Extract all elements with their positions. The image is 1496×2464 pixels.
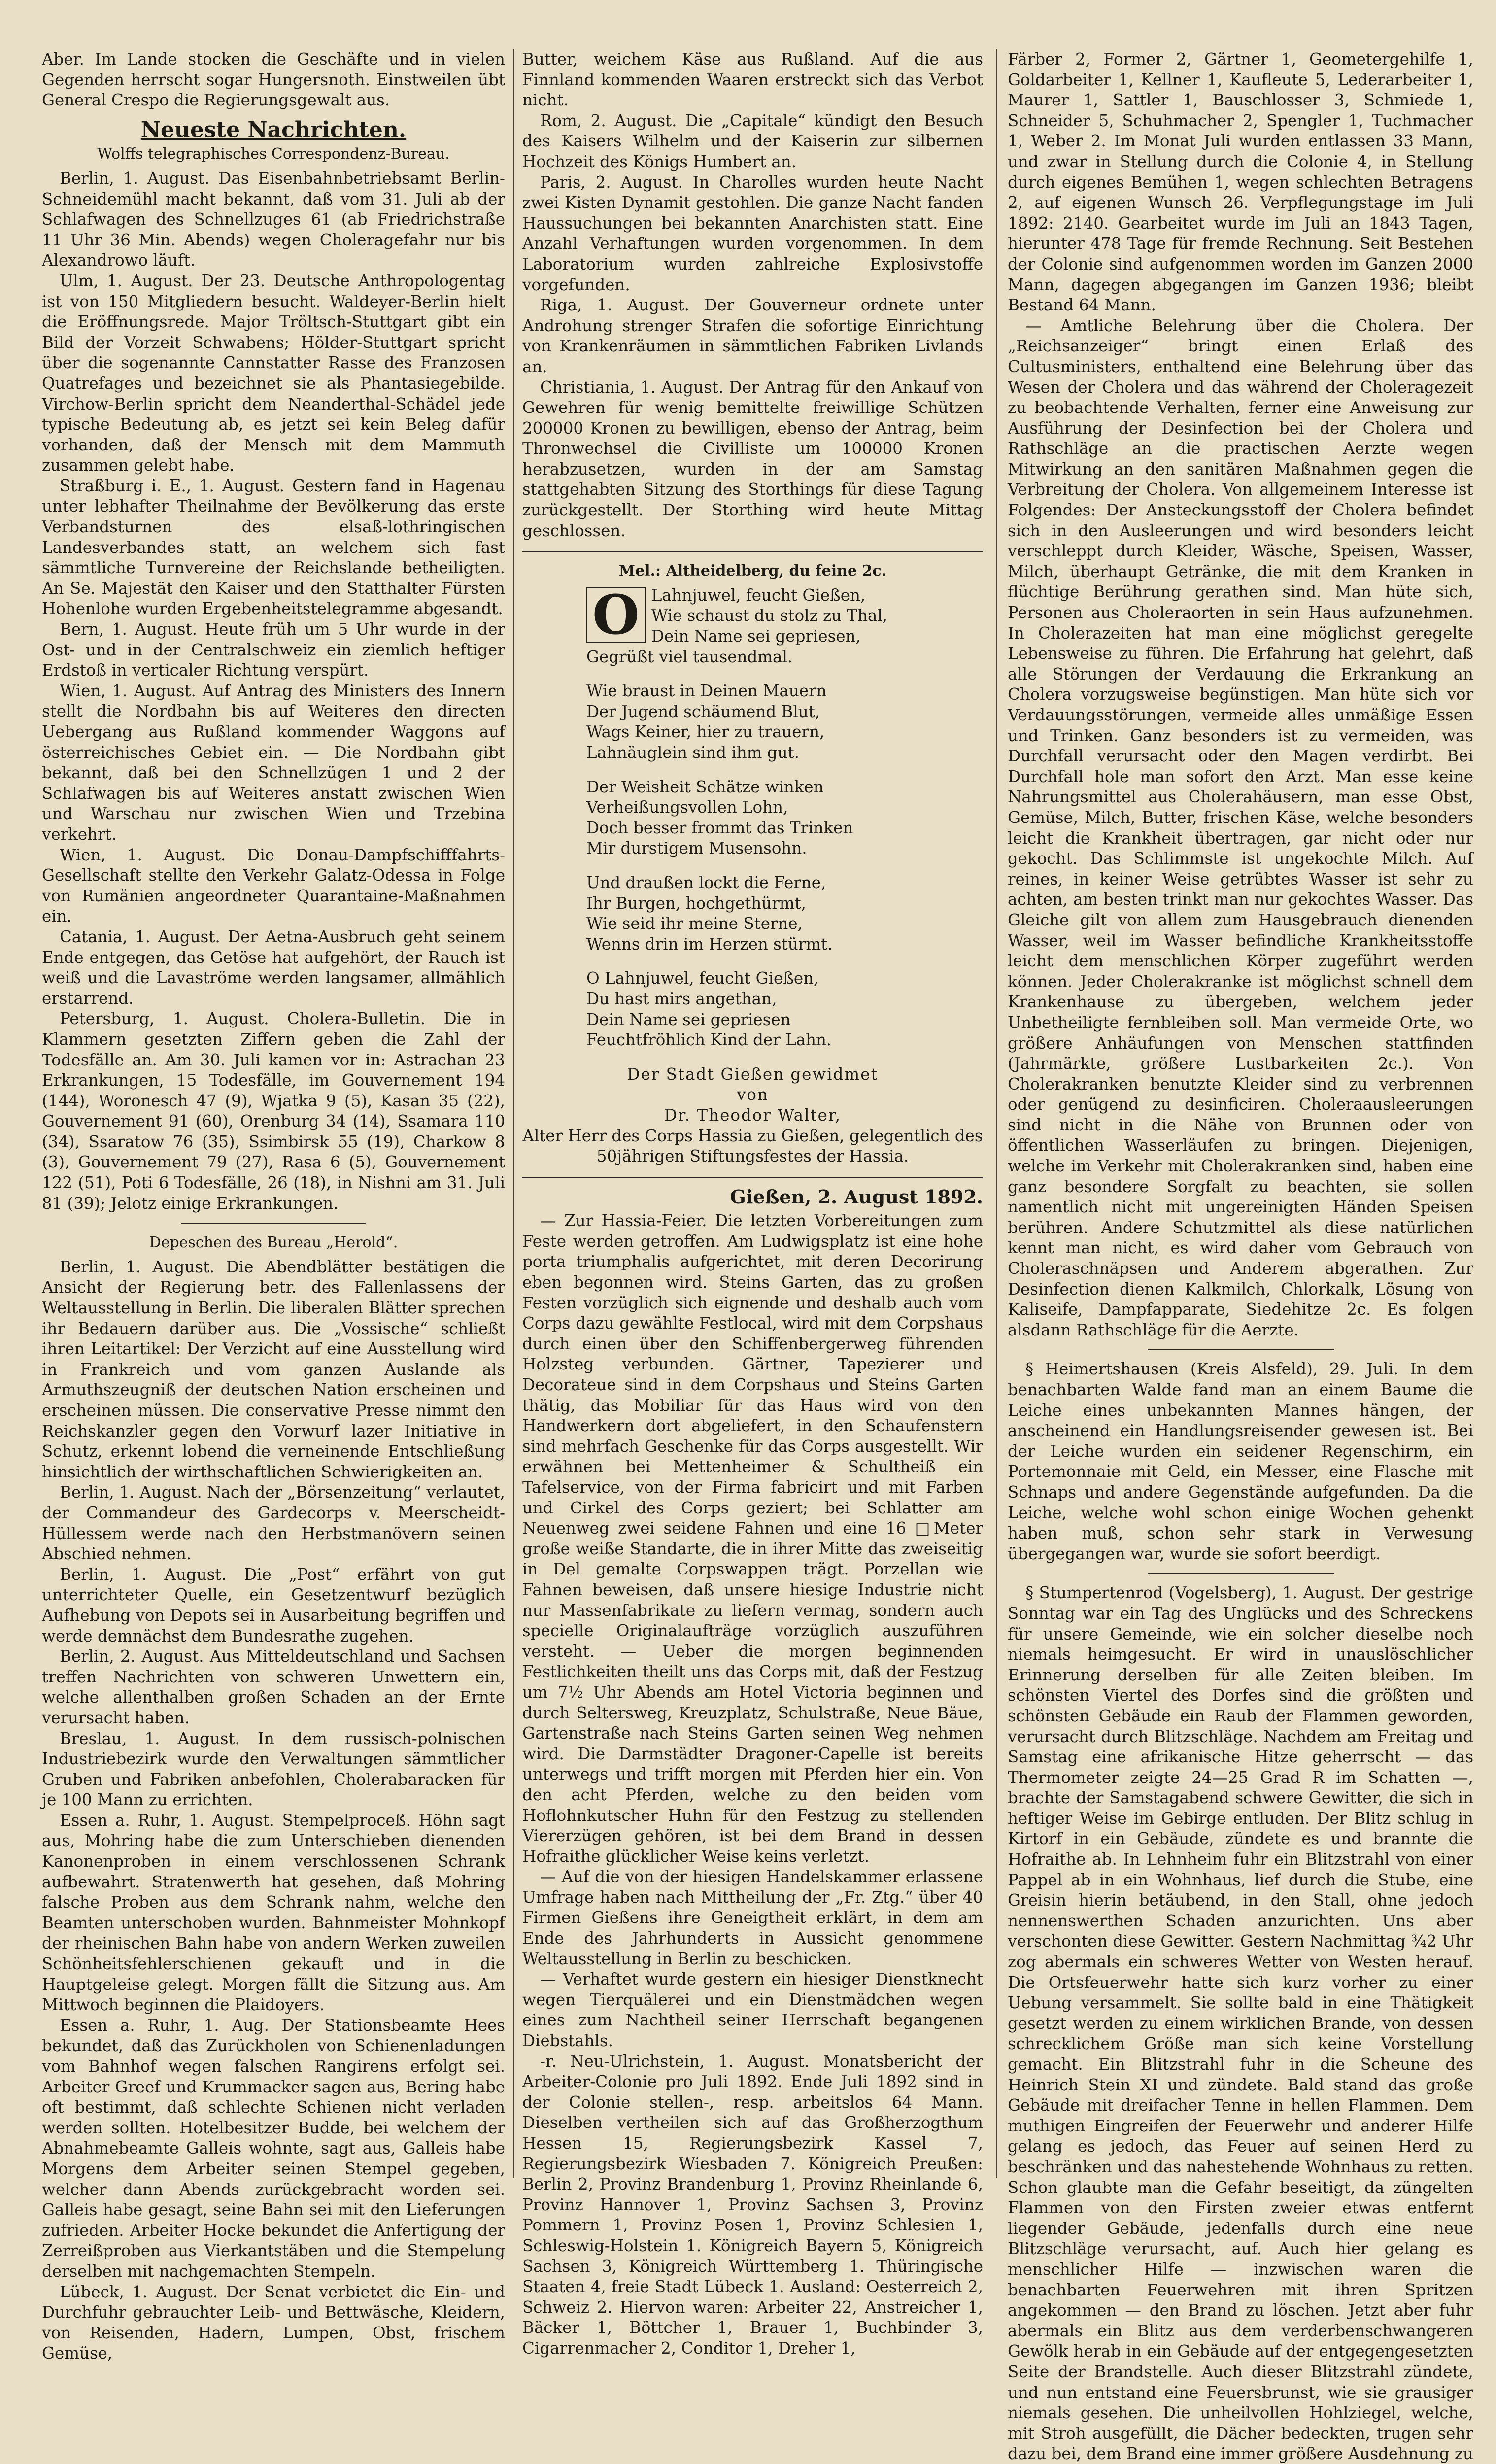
- poem-dedication: von: [737, 1085, 769, 1104]
- poem-stanza: [586, 777, 983, 859]
- news-item: Riga, 1. August. Der Gouverneur ordnete unter Androhung strenger Strafen die sofortige Einrichtung von Krankenräumen in sämmtlichen Fabriken Livlands an.: [522, 296, 983, 376]
- poem-dedication: Der Stadt Gießen gewidmet: [627, 1064, 879, 1084]
- poem-stanza: [586, 582, 983, 667]
- news-item: Wien, 1. August. Auf Antrag des Ministers des Innern stellt die Nordbahn bis auf Weiteres den directen Uebergang aus Rußland kommender Waggons auf österreichisches Gebiet ein. — Die Nordbahn gibt bekannt, daß bei den Schnellzügen 1 und 2 der Schlafwagen bis auf Weiteres anstatt zwischen Wien und Warschau nur zwischen Wien und Trzebina verkehrt.: [42, 681, 505, 844]
- poem-melody: Mel.: Altheidelberg, du feine 2c.: [618, 562, 887, 580]
- news-item: Berlin, 2. August. Aus Mitteldeutschland und Sachsen treffen Nachrichten von schweren Unwettern ein, welche allenthalben großen Schaden an der Ernte verursacht haben.: [42, 1647, 505, 1727]
- poem-line: Lahnjuwel, feucht Gießen,: [651, 585, 866, 605]
- poem-line: Lahnäuglein sind ihm gut.: [586, 743, 799, 762]
- news-item: — Verhaftet wurde gestern ein hiesiger Dienstknecht wegen Tierquälerei und ein Dienstmädchen wegen eines zum Nachtheil seiner Herrschaft begangenen Diebstahls.: [522, 1970, 983, 2051]
- column-right: [1008, 49, 1473, 2464]
- divider: [522, 1176, 983, 1178]
- news-item: Christiania, 1. August. Der Antrag für den Ankauf von Gewehren für wenig bemittelte freiwillige Schützen 200000 Kronen zu bewilligen, ebenso der Antrag, beim Thronwechsel die Civilliste um 100000 Kronen herabzusetzen, wurden in der am Samstag stattgehabten Sitzung des Storthings für diese Tagung zurückgestellt. Der Storthing wird heute Mittag geschlossen.: [522, 377, 983, 540]
- poem-line: O Lahnjuwel, feucht Gießen,: [586, 969, 819, 988]
- poem-line: Doch besser frommt das Trinken: [586, 818, 853, 837]
- poem-line: Wie braust in Deinen Mauern: [586, 682, 827, 701]
- news-item: Catania, 1. August. Der Aetna-Ausbruch geht seinem Ende entgegen, das Getöse hat aufgehört, der Rauch ist weiß und die Lavaströme werden langsamer, allmählich erstarrend.: [42, 927, 505, 1008]
- news-item: Berlin, 1. August. Die „Post“ erfährt von gut unterrichteter Quelle, ein Gesetzentwurf bezüglich Aufhebung von Depots sei in Ausarbeitung begriffen und werde demnächst dem Bundesrathe zugehen.: [42, 1565, 505, 1645]
- divider: [1148, 1349, 1334, 1350]
- news-item: Lübeck, 1. August. Der Senat verbietet die Ein- und Durchfuhr gebrauchter Leib- und Bettwäsche, Kleidern, von Reisenden, Hadern, Lumpen, Obst, frischem Gemüse,: [42, 2282, 505, 2363]
- poem-line: Wie schaust du stolz zu Thal,: [651, 606, 888, 625]
- news-item: Berlin, 1. August. Das Eisenbahnbetriebsamt Berlin-Schneidemühl macht bekannt, daß vom 31. Juli ab der Schlafwagen des Schnellzuges 61 (ab Friedrichstraße 11 Uhr 36 Min. Abends) wegen Choleragefahr nur bis Alexandrowo läuft.: [42, 169, 505, 270]
- poem-stanza: [586, 968, 983, 1050]
- poem-line: Dein Name sei gepriesen: [586, 1010, 791, 1029]
- news-item: Bern, 1. August. Heute früh um 5 Uhr wurde in der Ost- und in der Centralschweiz ein ziemlich heftiger Erdstoß in verticaler Richtung verspürt.: [42, 620, 505, 680]
- article-intro: Aber. Im Lande stocken die Geschäfte und in vielen Gegenden herrscht sogar Hungersnoth. Einstweilen übt General Crespo die Regierungsgewalt aus.: [42, 50, 505, 110]
- poem-line: Wie seid ihr meine Sterne,: [586, 914, 803, 933]
- section-heading: Neueste Nachrichten.: [140, 117, 407, 142]
- poem-line: Dein Name sei gepriesen,: [651, 627, 861, 646]
- news-item: Färber 2, Former 2, Gärtner 1, Geometergehilfe 1, Goldarbeiter 1, Kellner 1, Kaufleute 5, Lederarbeiter 1, Maurer 1, Sattler 1, Bauschlosser 3, Schmiede 1, Schneider 5, Schuhmacher 2, Spengler 1, Tuchmacher 1, Weber 2. Im Monat Juli wurden entlassen 33 Mann, und zwar in Stellung durch die Colonie 4, in Stellung durch eigenes Bemühen 1, wegen schlechten Betragens 2, auf eigenen Wunsch 26. Verpflegungstage im Juli 1892: 2140. Gearbeitet wurde im Juli an 1843 Tagen, hierunter 478 Tage für fremde Rechnung. Seit Bestehen der Colonie sind aufgenommen worden im Ganzen 2000 Mann, dagegen abgegangen im Ganzen 1936; bleibt Bestand 64 Mann.: [1008, 50, 1473, 315]
- news-item: Breslau, 1. August. In dem russisch-polnischen Industriebezirk wurde den Verwaltungen sämmtlicher Gruben und Fabriken anbefohlen, Cholerabaracken für je 100 Mann zu errichten.: [42, 1729, 505, 1810]
- news-item: Berlin, 1. August. Die Abendblätter bestätigen die Ansicht der Regierung betr. des Fallenlassens der Weltausstellung in Berlin. Die liberalen Blätter sprechen ihr Bedauern darüber aus. Die „Vossische“ schließt ihren Leitartikel: Der Verzicht auf eine Ausstellung wird in Frankreich und vom ganzen Auslande als Armuthszeugniß der deutschen Nation erscheinen und erscheinen müssen. Die conservative Presse nimmt den Reichskanzler gegen den Vorwurf lazer Initiative in Schutz, erkennt lobend die verneinende Entschließung hinsichtlich der wirthschaftlichen Schwierigkeiten an.: [42, 1257, 505, 1481]
- poem-line: Feuchtfröhlich Kind der Lahn.: [586, 1030, 832, 1050]
- news-item: Berlin, 1. August. Nach der „Börsenzeitung“ verlautet, der Commandeur des Gardecorps v. Meerscheidt-Hüllessem werde nach den Herbstmanövern seinen Abschied nehmen.: [42, 1483, 505, 1564]
- divider: [181, 1223, 366, 1224]
- poem-stanza: [586, 873, 983, 955]
- news-item: Petersburg, 1. August. Cholera-Bulletin. Die in Klammern gesetzten Ziffern geben die Zahl der Todesfälle an. Am 30. Juli kamen vor in: Astrachan 23 Erkrankungen, 15 Todesfälle, im Gouvernement 194 (144), Woronesch 47 (9), Wjatka 9 (5), Kasan 35 (22), Gouvernement 91 (60), Orenburg 34 (14), Ssamara 110 (34), Ssaratow 76 (35), Ssimbirsk 55 (19), Charkow 8 (3), Gouvernement 79 (27), Rasa 6 (5), Gouvernement 122 (51), Poti 6 Todesfälle, 26 (18), in Nishni am 31. Juli 81 (39); Jelotz einige Erkrankungen.: [42, 1009, 505, 1213]
- poem-line: Der Jugend schäumend Blut,: [586, 702, 820, 721]
- section-subheading: Wolffs telegraphisches Correspondenz-Bureau.: [97, 145, 450, 163]
- divider: [522, 550, 983, 552]
- poem-line: Wags Keiner, hier zu trauern,: [586, 722, 825, 742]
- news-item: Butter, weichem Käse aus Rußland. Auf die aus Finnland kommenden Waaren erstreckt sich das Verbot nicht.: [522, 50, 983, 110]
- dateline: Gießen, 2. August 1892.: [730, 1185, 983, 1208]
- divider: [1148, 1573, 1334, 1574]
- column-rule: [996, 49, 997, 2178]
- poem-line: Und draußen lockt die Ferne,: [586, 873, 826, 892]
- column-left: [42, 49, 505, 2363]
- column-middle: [522, 49, 983, 2358]
- news-item: — Amtliche Belehrung über die Cholera. Der „Reichsanzeiger“ bringt einen Erlaß des Cultusministers, enthaltend eine Belehrung über das Wesen der Cholera und das während der Choleragezeit zu beobachtende Verhalten, ferner eine Anweisung zur Ausführung der Desinfection bei der Cholera und Rathschläge an die practischen Aerzte wegen Mitwirkung an den sanitären Maßnahmen gegen die Verbreitung der Cholera. Von allgemeinem Interesse ist Folgendes: Der Ansteckungsstoff der Cholera befindet sich in den Ausleerungen und wird besonders leicht verschleppt durch Kleider, Wäsche, Speisen, Wasser, Milch, überhaupt Getränke, die mit dem Kranken in flüchtige Berührung gerathen sind. Man hüte sich, Personen aus Choleraorten in sein Haus aufzunehmen. In Cholerazeiten hat man eine möglichst geregelte Lebensweise zu führen. Die Erfahrung hat gelehrt, daß alle Störungen der Verdauung die Erkrankung an Cholera vorzugsweise begünstigen. Man hüte sich vor Verdauungsstörungen, vermeide alles unmäßige Essen und Trinken. Ganz besonders ist zu vermeiden, was Durchfall verursacht oder den Magen verdirbt. Bei Durchfall hole man sofort den Arzt. Man esse keine Nahrungsmittel aus Cholerahäusern, man esse Obst, Gemüse, Milch, Butter, frischen Käse, welche besonders leicht die Krankheit übertragen, gar nicht oder nur gekocht. Das Schlimmste ist ungekochte Milch. Auf reines, in keiner Weise getrübtes Wasser ist sehr zu achten, am besten trinkt man nur gekochtes Wasser. Das Gleiche gilt von allem zum Hausgebrauch dienenden Wasser, weil im Wasser befindliche Krankheitsstoffe leicht dem menschlichen Körper zugeführt werden können. Jeder Cholerakranke ist möglichst schnell dem Krankenhause zu übergeben, welchem jeder Unbetheiligte fernbleiben soll. Man vermeide Orte, wo größere Anhäufungen von Menschen stattfinden (Jahrmärkte, größere Lustbarkeiten 2c.). Von Cholerakranken benutzte Kleider sind zu verbrennen oder genügend zu desinficiren. Choleraausleerungen sind nicht in die Nähe von Brunnen oder von öffentlichen Wasserläufen zu bringen. Diejenigen, welche im Verkehr mit Cholerakranken sind, haben eine ganz besondere Sorgfalt zu beachten, sie sollen namentlich nicht mit ungereinigten Händen Speisen berühren. Andere Schutzmittel als diese natürlichen kennt man nicht, es wird daher vom Gebrauch von Choleraschnäpsen und Anderem abgerathen. Zur Desinfection dienen Kalkmilch, Chlorkalk, Lösung von Kaliseife, Dampfapparate, Siedehitze 2c. Es folgen alsdann Rathschläge für die Aerzte.: [1008, 316, 1473, 1339]
- news-item: — Auf die von der hiesigen Handelskammer erlassene Umfrage haben nach Mittheilung der „Fr. Ztg.“ über 40 Firmen Gießens ihre Geneigtheit erklärt, in dem am Ende des Jahrhunderts in Aussicht genommene Weltausstellung in Berlin zu beschicken.: [522, 1867, 983, 1968]
- news-item: § Heimertshausen (Kreis Alsfeld), 29. Juli. In dem benachbarten Walde fand man an einem Baume die Leiche eines unbekannten Mannes hängen, der anscheinend ein Handlungsreisender gewesen ist. Bei der Leiche wurden ein seidener Regenschirm, ein Portemonnaie mit Geld, ein Messer, eine Flasche mit Schnaps und andere Gegenstände aufgefunden. Da die Leiche, welche wohl schon einige Wochen gehenkt haben muß, schon sehr stark in Verwesung übergegangen war, wurde sie sofort beerdigt.: [1008, 1360, 1473, 1563]
- news-item: Wien, 1. August. Die Donau-Dampfschifffahrts-Gesellschaft stellte den Verkehr Galatz-Odessa in Folge von Rumänien angeordneter Quarantaine-Maßnahmen ein.: [42, 845, 505, 926]
- news-item: Straßburg i. E., 1. August. Gestern fand in Hagenau unter lebhafter Theilnahme der Bevölkerung das erste Verbandsturnen des elsaß-lothringischen Landesverbandes statt, an welchem sich fast sämmtliche Turnvereine der Reichslande betheiligten. An Se. Majestät den Kaiser und den Statthalter Fürsten Hohenlohe wurden Ergebenheitstelegramme abgesandt.: [42, 476, 505, 618]
- poem-stanza: [586, 681, 983, 763]
- poem-line: Du hast mirs angethan,: [586, 989, 777, 1008]
- poem: [586, 582, 983, 1051]
- news-item: Rom, 2. August. Die „Capitale“ kündigt den Besuch des Kaisers Wilhelm und der Kaiserin zur silbernen Hochzeit des Königs Humbert an.: [522, 111, 983, 171]
- news-item: -r. Neu-Ulrichstein, 1. August. Monatsbericht der Arbeiter-Colonie pro Juli 1892. Ende Juli 1892 sind in der Colonie stellen-, resp. arbeitslos 64 Mann. Dieselben vertheilen sich auf das Großherzogthum Hessen 15, Regierungsbezirk Kassel 7, Regierungsbezirk Wiesbaden 7. Königreich Preußen: Berlin 2, Provinz Brandenburg 1, Provinz Rheinlande 6, Provinz Hannover 1, Provinz Sachsen 3, Provinz Pommern 1, Provinz Posen 1, Provinz Schlesien 1, Schleswig-Holstein 1. Königreich Bayern 5, Königreich Sachsen 3, Königreich Württemberg 1. Thüringische Staaten 4, freie Stadt Lübeck 1. Ausland: Oesterreich 2, Schweiz 2. Hiervon waren: Arbeiter 22, Anstreicher 1, Bäcker 1, Böttcher 1, Brauer 1, Buchbinder 3, Cigarrenmacher 2, Conditor 1, Dreher 1,: [522, 2052, 983, 2358]
- poem-author-title: Alter Herr des Corps Hassia zu Gießen, gelegentlich des 50jährigen Stiftungsfestes der Hassia.: [522, 1126, 983, 1166]
- poem-line: Wenns drin im Herzen stürmt.: [586, 934, 833, 954]
- news-item: Ulm, 1. August. Der 23. Deutsche Anthropologentag ist von 150 Mitgliedern besucht. Waldeyer-Berlin hielt die Eröffnungsrede. Major Tröltsch-Stuttgart gibt ein Bild der Vorzeit Schwabens; Hölder-Stuttgart spricht über die sogenannte Cannstatter Rasse des Franzosen Quatrefages und bezeichnet sie als Phantasiegebilde. Virchow-Berlin spricht dem Neanderthal-Schädel jede typische Bedeutung ab, es jetzt sei kein Beleg dafür vorhanden, daß der Mensch mit dem Mammuth zusammen gelebt habe.: [42, 271, 505, 475]
- poem-line: Gegrüßt viel tausendmal.: [586, 647, 793, 666]
- news-item: — Zur Hassia-Feier. Die letzten Vorbereitungen zum Feste werden getroffen. Am Ludwigsplatz ist eine hohe porta triumphalis aufgerichtet, mit deren Decorirung eben begonnen wird. Steins Garten, das zu großen Festen vorzüglich sich eignende und deshalb auch vom Corps dazu gewählte Festlocal, wird mit dem Corpshaus durch einen über den Schiffenbergerweg führenden Holzsteg verbunden. Gärtner, Tapezierer und Decorateue sind in dem Corpshaus und Steins Garten thätig, das Mobiliar für das Haus wird von den Handwerkern dort abgeliefert, in den Schaufenstern sind mehrfach Geschenke für das Corps ausgestellt. Wir erwähnen bei Mettenheimer & Schultheiß ein Tafelservice, von der Firma fabricirt und mit Farben und Cirkel des Corps geziert; bei Schlatter am Neuenweg zwei seidene Fahnen und eine 16 □Meter große weiße Standarte, die in ihrer Mitte das zweiseitig in Del gemalte Corpswappen trägt. Porzellan wie Fahnen beweisen, daß unsere hiesige Industrie nicht nur Massenfabrikate zu liefern vermag, sondern auch specielle Originalaufträge vorzüglich auszuführen versteht. — Ueber die morgen beginnenden Festlichkeiten theilt uns das Corps mit, daß der Festzug um 7½ Uhr Abends am Hotel Victoria beginnen und durch Seltersweg, Kreuzplatz, Schulstraße, Neue Bäue, Gartenstraße nach Steins Garten seinen Weg nehmen wird. Die Darmstädter Dragoner-Capelle ist bereits unterwegs und trifft morgen mit Pferden hier ein. Von den acht Pferden, welche zu den beiden vom Hoflohnkutscher Huhn für den Festzug zu stellenden Viererzügen gehören, ist bei dem Brand in dessen Hofraithe glücklicher Weise keins verletzt.: [522, 1211, 983, 1866]
- news-item: Essen a. Ruhr, 1. August. Stempelproceß. Höhn sagt aus, Mohring habe die zum Unterschieben dienenden Kanonenproben in einem verschlossenen Schrank aufbewahrt. Stratenwerth hat gesehen, daß Mohring falsche Proben aus dem Schrank nahm, welche den Beamten unterschoben wurden. Bahnmeister Mohnkopf der rheinischen Bahn habe von andern Werken zuweilen Schönheitsfehlerschienen gekauft und in die Hauptgeleise gelegt. Morgen fällt die Sitzung aus. Am Mittwoch beginnen die Plaidoyers.: [42, 1811, 505, 2015]
- news-item: § Stumpertenrod (Vogelsberg), 1. August. Der gestrige Sonntag war ein Tag des Unglücks und des Schreckens für unsere Gemeinde, wie ein solcher dieselbe noch niemals heimgesucht. Er wird in unauslöschlicher Erinnerung derselben für alle Zeiten bleiben. Im schönsten Viertel des Dorfes sind die größten und schönsten Gebäude ein Raub der Flammen geworden, verursacht durch Blitzschläge. Nachdem am Freitag und Samstag eine afrikanische Hitze geherrscht — das Thermometer zeigte 24—25 Grad R im Schatten —, brachte der Samstagabend schwere Gewitter, die sich in heftiger Weise im Gebirge entluden. Der Blitz schlug in Kirtorf in ein Gebäude, zündete es und brannte die Hofraithe ab. In Lehnheim fuhr ein Blitzstrahl von einer Pappel ab in ein Wohnhaus, lief durch die Stube, eine Greisin hierin betäubend, in den Stall, ohne jedoch nennenswerthen Schaden anzurichten. Uns aber verschonten diese Gewitter. Gestern Nachmittag ¾2 Uhr zog abermals ein schweres Wetter von Westen herauf. Die Ortsfeuerwehr hatte sich kurz vorher zu einer Uebung versammelt. Sie sollte bald in eine Thätigkeit gesetzt werden zu einem wirklichen Brande, von dessen schrecklichem Größe man sich keine Vorstellung gemacht. Ein Blitzstrahl fuhr in die Scheune des Heinrich Stein XI und zündete. Bald stand das große Gebäude mit dreifacher Tenne in hellen Flammen. Dem muthigen Eingreifen der Feuerwehr und anderer Hilfe gelang es jedoch, das Feuer auf seinen Herd zu beschränken und das nahestehende Wohnhaus zu retten. Schon glaubte man die Gefahr beseitigt, da züngelten Flammen von den Firsten zweier etwas entfernt liegender Gebäude, jedenfalls durch eine neue Blitzschläge verursacht, auf. Auch hier gelang es menschlicher Hilfe — inzwischen waren die benachbarten Feuerwehren mit ihren Spritzen angekommen — den Brand zu löschen. Jetzt aber fuhr abermals ein Blitz aus dem verderbenschwangeren Gewölk herab in ein Gebäude auf der entgegengesetzten Seite der Brandstelle. Auch dieser Blitzstrahl zündete, und nun entstand eine Feuersbrunst, wie sie grausiger niemals gesehen. Die unheilvollen Hohlziegel, welche, mit Stroh ausgefüllt, die Dächer bedeckten, trugen sehr dazu bei, dem Brand eine immer größere Ausdehnung zu: [1008, 1583, 1473, 2464]
- news-item: Essen a. Ruhr, 1. Aug. Der Stationsbeamte Hees bekundet, daß das Zurückholen von Schienenladungen vom Bahnhof wegen falschen Rangirens erfolgt sei. Arbeiter Greef und Krummacker sagen aus, Bering habe oft bestimmt, daß schlechte Schienen nicht verladen werden sollten. Hotelbesitzer Budde, bei welchem der Abnahmebeamte Galleis wohnte, sagt aus, Galleis habe Morgens dem Arbeiter seinen Stempel gegeben, welcher dann Abends zurückgebracht worden sei. Galleis habe gesagt, seine Bahn sei mit den Lieferungen zufrieden. Arbeiter Hocke bekundet die Anfertigung der Zerreißproben aus Vierkantstäben und die Stempelung derselben mit nachgemachten Stempeln.: [42, 2016, 505, 2281]
- section-subheading: Depeschen des Bureau „Herold“.: [149, 1234, 398, 1252]
- poem-line: Der Weisheit Schätze winken: [586, 777, 824, 796]
- poem-line: Mir durstigem Musensohn.: [586, 839, 807, 858]
- column-rule: [513, 49, 514, 2178]
- news-item: Paris, 2. August. In Charolles wurden heute Nacht zwei Kisten Dynamit gestohlen. Die ganze Nacht fanden Haussuchungen bei bekannten Anarchisten statt. Eine Anzahl Verhaftungen wurden vorgenommen. In dem Laboratorium wurden zahlreiche Explosivstoffe vorgefunden.: [522, 172, 983, 294]
- poem-dropcap: O: [586, 587, 646, 643]
- poem-line: Verheißungsvollen Lohn,: [586, 798, 788, 817]
- poem-author: Dr. Theodor Walter,: [664, 1105, 842, 1125]
- poem-line: Ihr Burgen, hochgethürmt,: [586, 893, 806, 913]
